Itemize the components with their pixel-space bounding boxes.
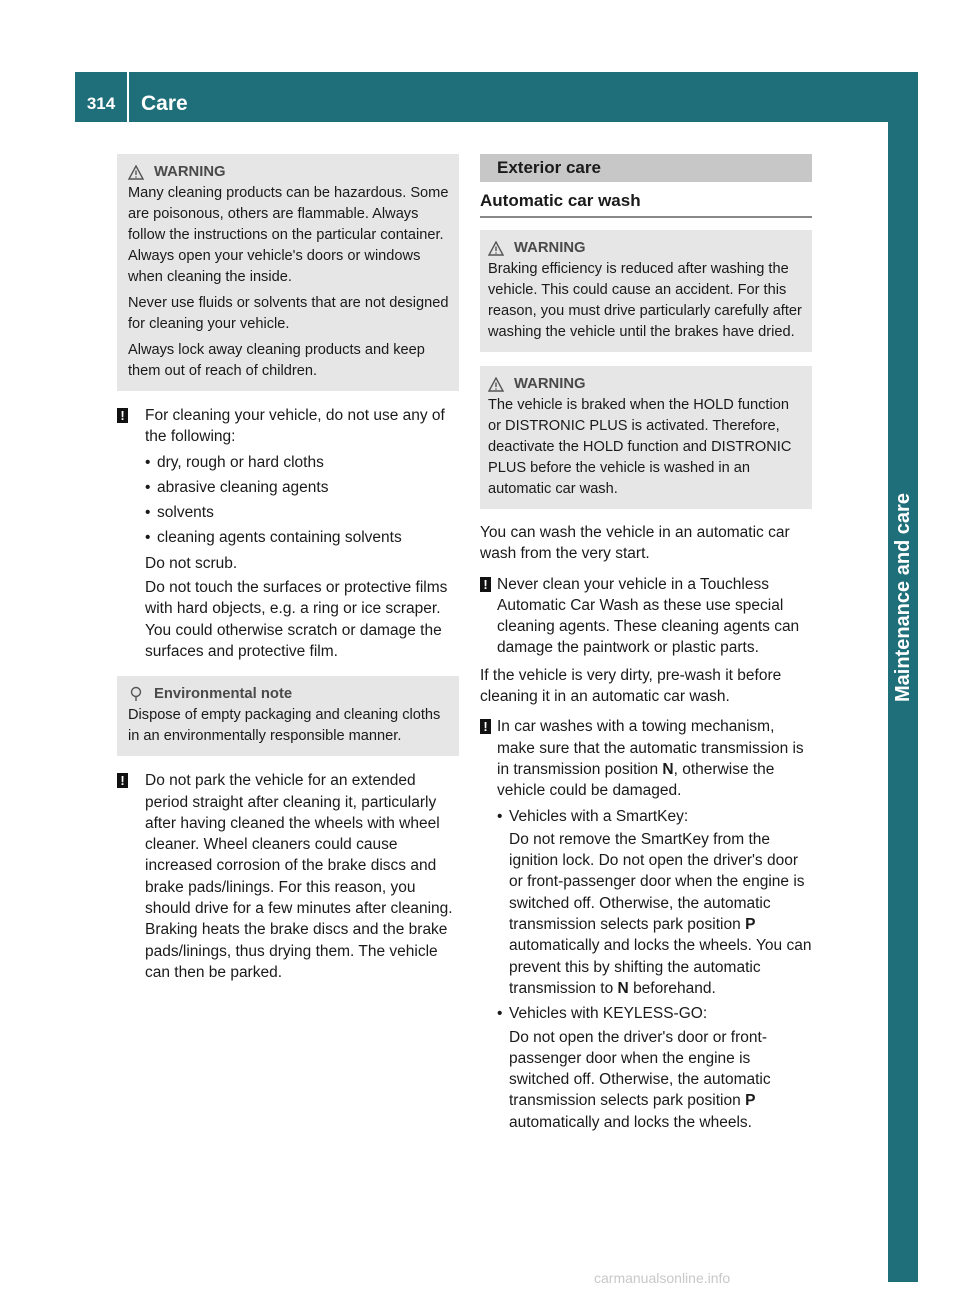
header-divider (127, 72, 129, 122)
notice-icon: ! (117, 773, 128, 788)
list-item-text-part: automatically and locks the wheels. You can prevent this by shifting the automatic transmission to (509, 937, 812, 997)
warning-head (128, 161, 451, 183)
list-item-text-part: Do not open the driver's door or front-passenger door when the engine is switched off. Otherwise, the automatic transmission selects park position (509, 1028, 771, 1110)
list-item-text (509, 1027, 812, 1133)
right-column (480, 154, 812, 1137)
environment-note-box (117, 676, 459, 756)
list-item-text-part: beforehand. (633, 979, 716, 997)
list-item-text-part: Do not remove the SmartKey from the ignition lock. Do not open the driver's door or front-passenger door when the engine is switched off. Otherwise, the automatic transmission selects park position (509, 830, 805, 934)
notice-text: Never clean your vehicle in a Touchless Automatic Car Wash as these use special cleaning agents. These cleaning agents can damage the paintwork or plastic parts. (497, 575, 800, 657)
notice-text: In car washes with a towing mechanism, make sure that the automatic transmission is in transmission position (497, 718, 804, 778)
notice-block (117, 770, 459, 983)
warning-head (488, 237, 804, 259)
list-item: • solvents (145, 502, 459, 523)
watermark: carmanualsonline.info (594, 1270, 731, 1286)
warning-text: Never use fluids or solvents that are not designed for cleaning your vehicle. (128, 295, 449, 332)
transmission-position: P (745, 1092, 756, 1110)
body-paragraph: You can wash the vehicle in an automatic car wash from the very start. (480, 524, 790, 563)
list-item (497, 1003, 812, 1133)
environment-note-label: Environmental note (154, 685, 293, 702)
transmission-position: P (745, 916, 756, 934)
list-item: • cleaning agents containing solvents (145, 527, 459, 548)
list-item-text-part: automatically and locks the wheels. (509, 1113, 752, 1131)
notice-text: Do not park the vehicle for an extended period straight after cleaning it, particularly after having cleaned the wheels with wheel cleaner. Wheel cleaners could cause increased corrosion of the brake discs and brake pads/linings. For this reason, you should drive for a few minutes after cleaning. Braking heats the brake discs and the brake pads/linings, thus drying them. The vehicle can then be parked. (145, 772, 453, 981)
left-column (117, 154, 459, 983)
warning-label: WARNING (154, 163, 226, 180)
list-item (497, 806, 812, 1000)
page-title: Care (141, 92, 188, 115)
warning-triangle-icon (488, 377, 504, 392)
notice-block (480, 716, 812, 1133)
environment-note-text: Dispose of empty packaging and cleaning cloths in an environmentally responsible manner. (128, 707, 441, 745)
notice-text: Do not touch the surfaces or protective films with hard objects, e.g. a ring or ice scraper. You could otherwise scratch or damage the surfaces and protective film. (145, 579, 448, 660)
warning-text: Many cleaning products can be hazardous. Some are poisonous, others are flammable. Always follow the instructions on the particular container. Always open your vehicle's doors or windows when cleaning the inside. (128, 185, 449, 285)
list-item-label: • Vehicles with a SmartKey: (509, 807, 689, 825)
notice-block (117, 405, 459, 662)
notice-block (480, 574, 812, 659)
subsection-heading: Automatic car wash (480, 190, 812, 218)
warning-triangle-icon (128, 165, 144, 180)
warning-box (480, 230, 812, 352)
leaf-icon (128, 686, 144, 702)
warning-label: WARNING (514, 239, 586, 256)
section-heading: Exterior care (480, 154, 812, 182)
environment-note-head (128, 683, 451, 705)
notice-text: Do not scrub. (145, 554, 238, 572)
warning-box (480, 366, 812, 509)
header-bar (75, 72, 888, 122)
list-item-text (509, 829, 812, 999)
body-paragraph: If the vehicle is very dirty, pre-wash it before cleaning it in an automatic car wash. (480, 666, 782, 706)
transmission-position: N (662, 760, 674, 778)
notice-icon: ! (480, 577, 491, 592)
side-tab-label: Maintenance and care (892, 493, 914, 702)
list-item: • abrasive cleaning agents (145, 477, 459, 498)
notice-icon: ! (480, 719, 491, 734)
warning-text: Braking efficiency is reduced after washing the vehicle. This could cause an accident. For this reason, you must drive particularly carefully after washing the vehicle until the brakes have dried. (488, 261, 802, 340)
notice-icon: ! (117, 408, 128, 423)
list-item-label: • Vehicles with KEYLESS-GO: (509, 1005, 708, 1023)
page-number: 314 (86, 94, 116, 113)
notice-text: , otherwise the vehicle could be damaged. (497, 760, 775, 800)
warning-head (488, 373, 804, 395)
notice-intro: For cleaning your vehicle, do not use any of the following: (145, 407, 445, 446)
list-item: • dry, rough or hard cloths (145, 452, 459, 473)
warning-text: Always lock away cleaning products and keep them out of reach of children. (128, 342, 425, 379)
warning-triangle-icon (488, 241, 504, 256)
transmission-position: N (617, 979, 629, 997)
warning-label: WARNING (514, 375, 586, 392)
warning-box (117, 154, 459, 391)
warning-text: The vehicle is braked when the HOLD function or DISTRONIC PLUS is activated. Therefore, deactivate the HOLD function and DISTRONIC PLUS before the vehicle is washed in an automatic car wash. (488, 397, 792, 497)
